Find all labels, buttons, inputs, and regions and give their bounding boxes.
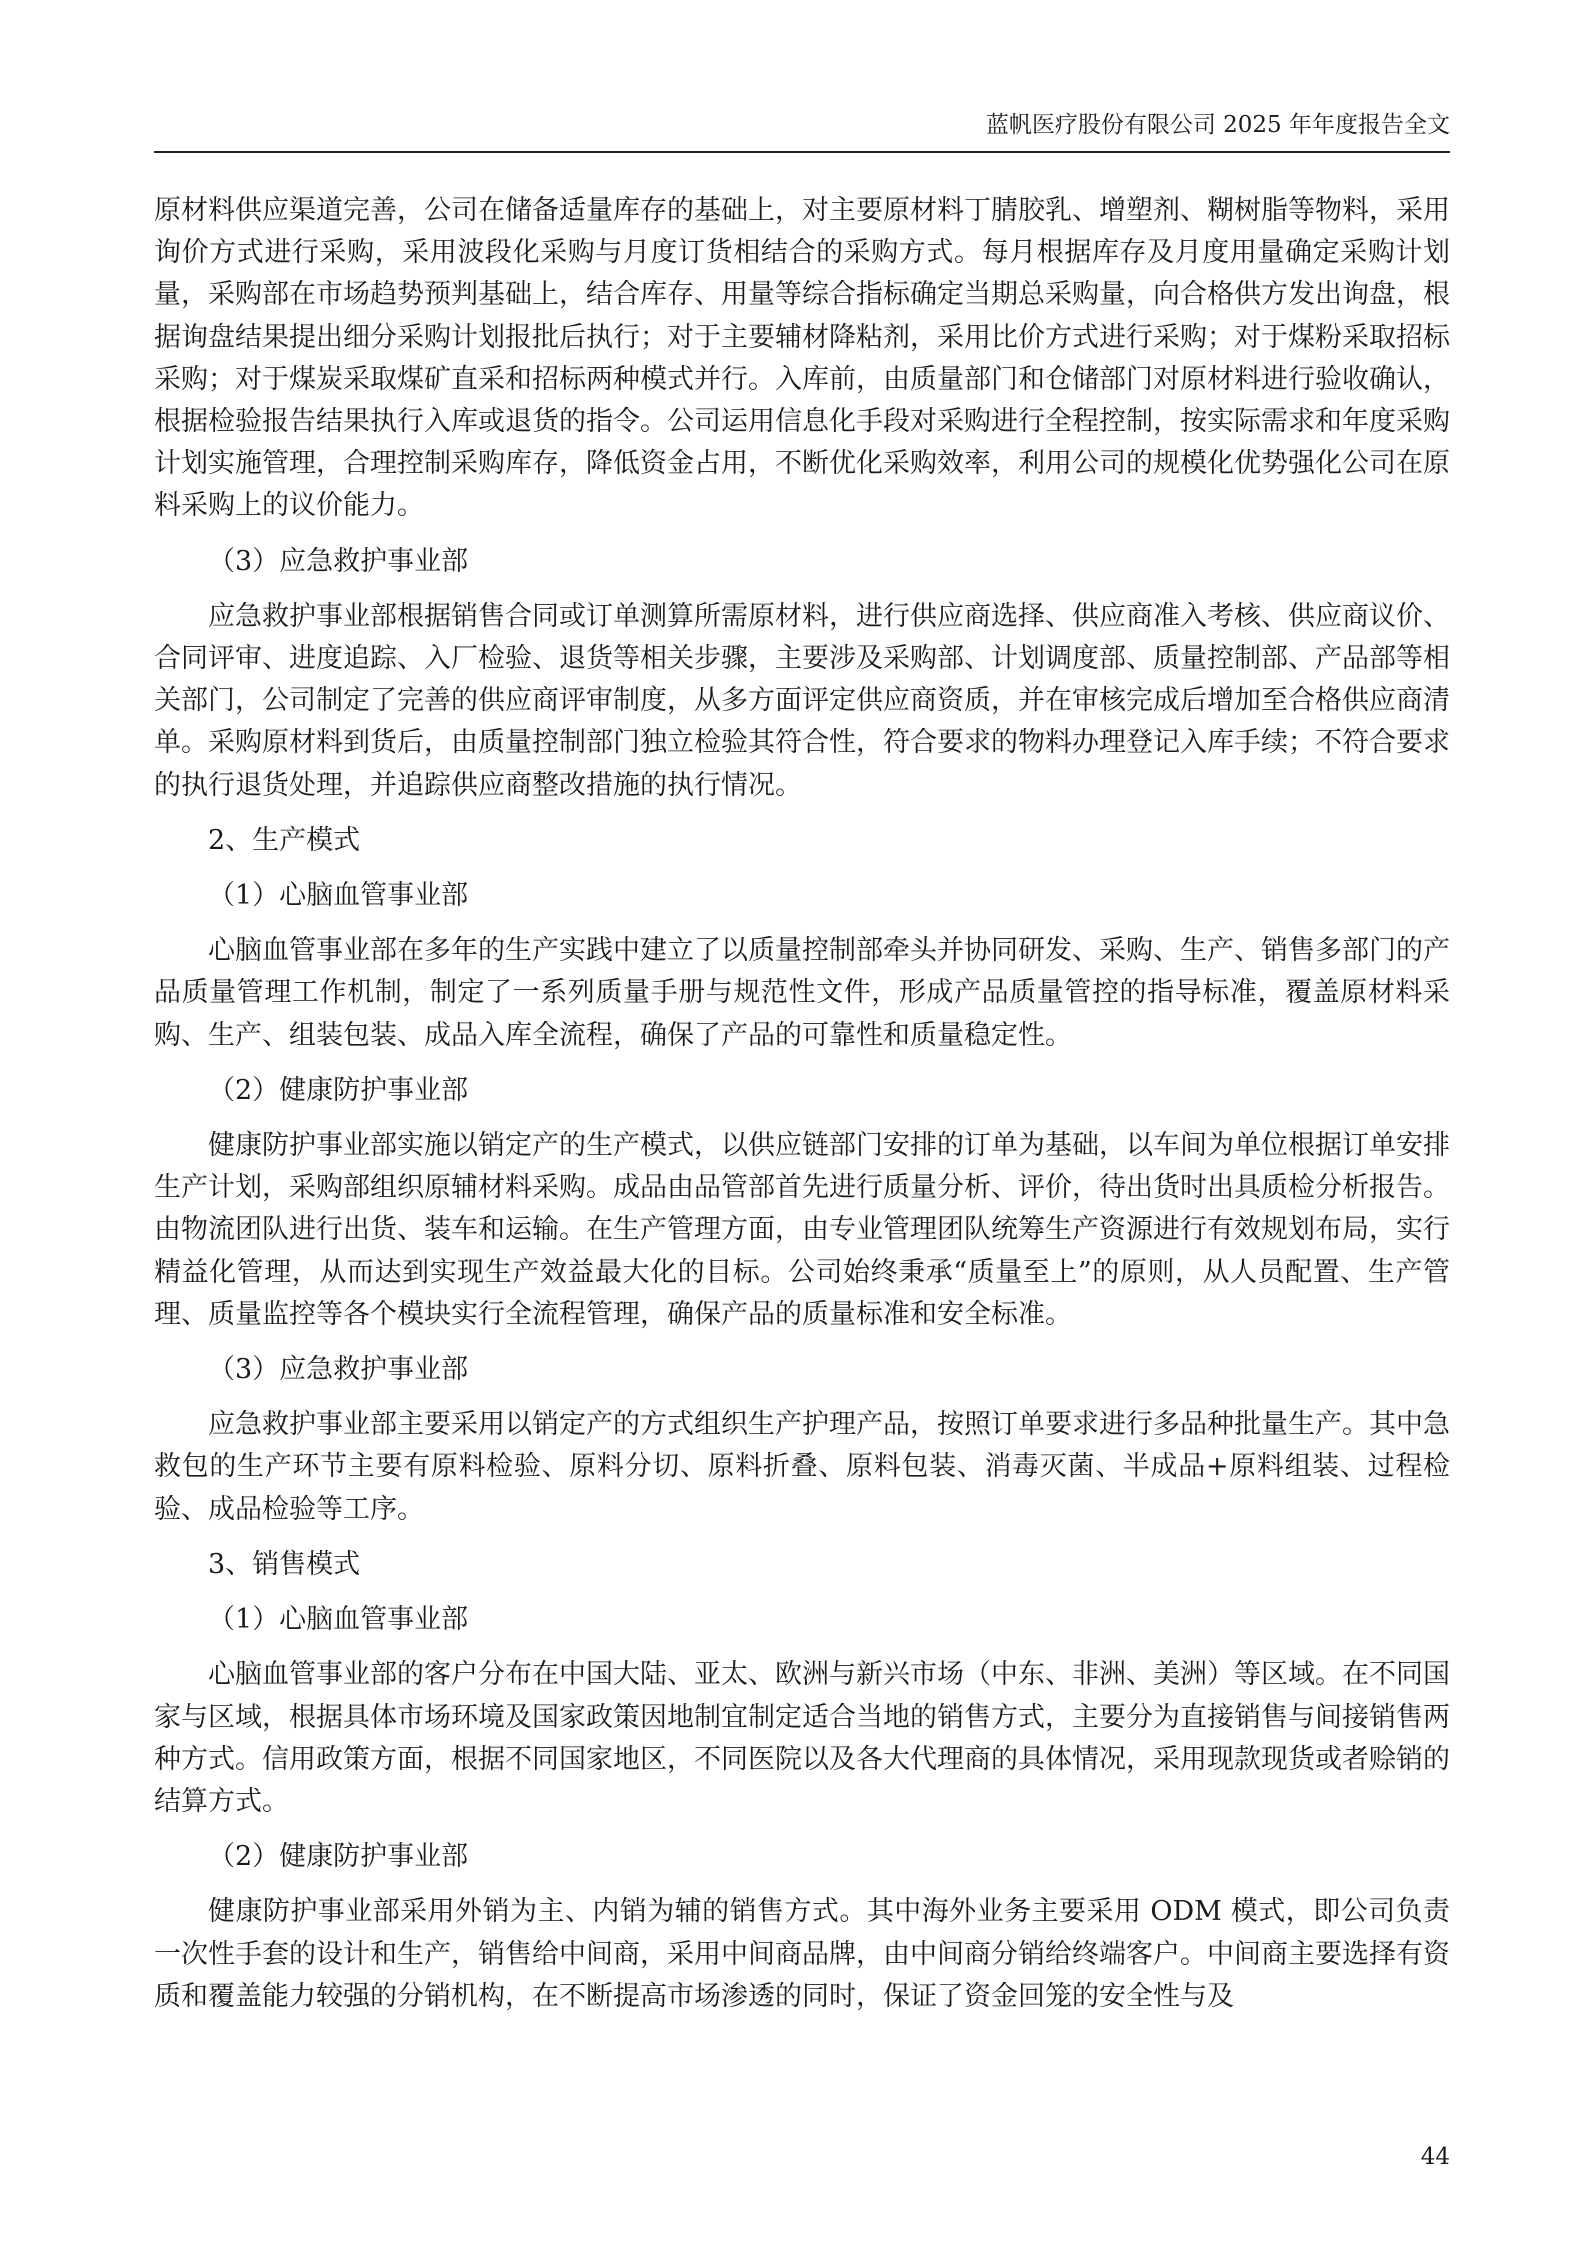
paragraph-cardio-sales: 心脑血管事业部的客户分布在中国大陆、亚太、欧洲与新兴市场（中东、非洲、美洲）等区域。在不同国家与区域，根据具体市场环境及国家政策因地制宜制定适合当地的销售方式，主要分为直接销售与间接销售两种方式。信用政策方面，根据不同国家地区，不同医院以及各大代理商的具体情况，采用现款现货或者赊销的结算方式。 (154, 1659, 1450, 1817)
heading-emergency-rescue-production: （3）应急救护事业部 (208, 1354, 469, 1386)
heading-health-protection-production: （2）健康防护事业部 (208, 1074, 469, 1106)
document-body (154, 190, 1450, 2018)
heading-cardio-sales: （1）心脑血管事业部 (208, 1604, 469, 1636)
paragraph-health-protection-sales: 健康防护事业部采用外销为主、内销为辅的销售方式。其中海外业务主要采用 ODM 模式，即公司负责一次性手套的设计和生产，销售给中间商，采用中间商品牌，由中间商分销给终端客户。中间商主要选择有资质和覆盖能力较强的分销机构，在不断提高市场渗透的同时，保证了资金回笼的安全性与及 (154, 1896, 1450, 2012)
heading-sales-model: 3、销售模式 (208, 1548, 361, 1580)
paragraph-health-protection-production: 健康防护事业部实施以销定产的生产模式，以供应链部门安排的订单为基础，以车间为单位根据订单安排生产计划，采购部组织原辅材料采购。成品由品管部首先进行质量分析、评价，待出货时出具质检分析报告。由物流团队进行出货、装车和运输。在生产管理方面，由专业管理团队统筹生产资源进行有效规划布局，实行精益化管理，从而达到实现生产效益最大化的目标。公司始终秉承“质量至上”的原则，从人员配置、生产管理、质量监控等各个模块实行全流程管理，确保产品的质量标准和安全标准。 (154, 1130, 1450, 1330)
heading-health-protection-sales: （2）健康防护事业部 (208, 1841, 469, 1873)
page-header: 蓝帆医疗股份有限公司 2025 年年度报告全文 (985, 112, 1450, 138)
heading-production-model: 2、生产模式 (208, 824, 361, 856)
heading-emergency-rescue-procurement: （3）应急救护事业部 (208, 545, 469, 577)
header-divider (154, 151, 1450, 153)
paragraph-procurement-continued: 原材料供应渠道完善，公司在储备适量库存的基础上，对主要原材料丁腈胶乳、增塑剂、糊树脂等物料，采用询价方式进行采购，采用波段化采购与月度订货相结合的采购方式。每月根据库存及月度用量确定采购计划量，采购部在市场趋势预判基础上，结合库存、用量等综合指标确定当期总采购量，向合格供方发出询盘，根据询盘结果提出细分采购计划报批后执行；对于主要辅材降粘剂，采用比价方式进行采购；对于煤粉采取招标采购；对于煤炭采取煤矿直采和招标两种模式并行。入库前，由质量部门和仓储部门对原材料进行验收确认，根据检验报告结果执行入库或退货的指令。公司运用信息化手段对采购进行全程控制，按实际需求和年度采购计划实施管理，合理控制采购库存，降低资金占用，不断优化采购效率，利用公司的规模化优势强化公司在原料采购上的议价能力。 (154, 195, 1450, 522)
paragraph-emergency-rescue-procurement: 应急救护事业部根据销售合同或订单测算所需原材料，进行供应商选择、供应商准入考核、供应商议价、合同评审、进度追踪、入厂检验、退货等相关步骤，主要涉及采购部、计划调度部、质量控制部、产品部等相关部门，公司制定了完善的供应商评审制度，从多方面评定供应商资质，并在审核完成后增加至合格供应商清单。采购原材料到货后，由质量控制部门独立检验其符合性，符合要求的物料办理登记入库手续；不符合要求的执行退货处理，并追踪供应商整改措施的执行情况。 (154, 600, 1450, 801)
page-number: 44 (1420, 2144, 1450, 2170)
paragraph-cardio-production: 心脑血管事业部在多年的生产实践中建立了以质量控制部牵头并协同研发、采购、生产、销售多部门的产品质量管理工作机制，制定了一系列质量手册与规范性文件，形成产品质量管控的指导标准，覆盖原材料采购、生产、组装包装、成品入库全流程，确保了产品的可靠性和质量稳定性。 (154, 935, 1450, 1051)
heading-cardio-production: （1）心脑血管事业部 (208, 880, 469, 912)
paragraph-emergency-rescue-production: 应急救护事业部主要采用以销定产的方式组织生产护理产品，按照订单要求进行多品种批量生产。其中急救包的生产环节主要有原料检验、原料分切、原料折叠、原料包装、消毒灭菌、半成品+原料组装、过程检验、成品检验等工序。 (154, 1409, 1450, 1525)
